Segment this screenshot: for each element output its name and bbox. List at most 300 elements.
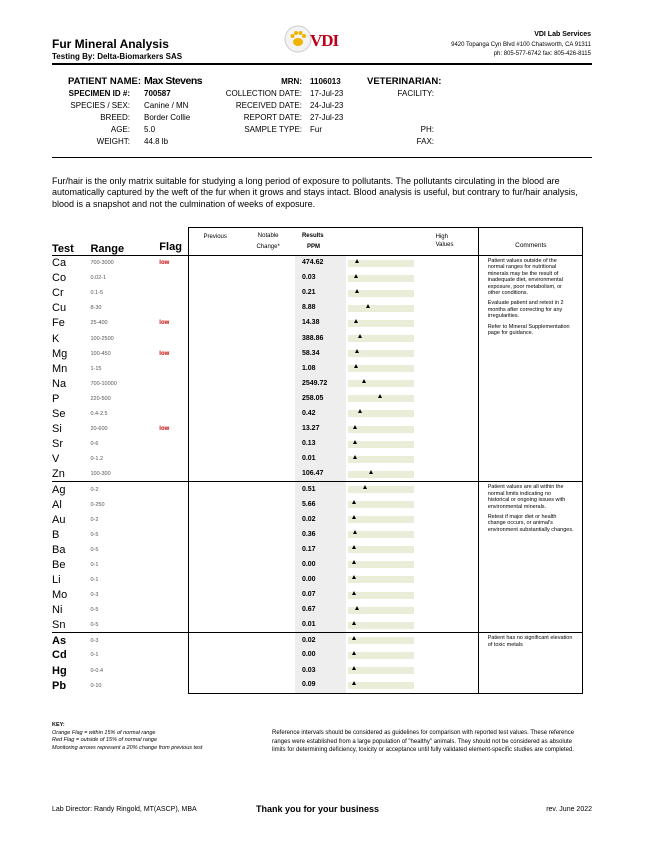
bar-track	[348, 652, 414, 659]
comments-nutritional	[478, 256, 582, 482]
test-symbol: Cd	[52, 649, 67, 662]
test-flag	[159, 331, 188, 346]
high-values-bar	[346, 346, 479, 361]
test-symbol: Sn	[52, 619, 66, 632]
high-values-bar	[346, 497, 479, 512]
high-values-bar	[346, 391, 479, 406]
triangle-marker-icon	[354, 319, 358, 323]
high-values-bar	[346, 663, 479, 678]
vdi-logo	[282, 22, 342, 56]
test-symbol: Ni	[52, 604, 63, 617]
collection-label: COLLECTION DATE:	[225, 89, 302, 98]
test-flag: low	[159, 256, 188, 271]
test-symbol: Hg	[52, 664, 67, 677]
specimen-label: SPECIMEN ID #:	[68, 89, 130, 98]
result-value: 13.27	[295, 422, 346, 437]
facility-label: FACILITY:	[397, 89, 434, 98]
bar-track	[348, 456, 414, 463]
bar-track	[348, 426, 414, 433]
test-symbol: Cu	[52, 302, 67, 315]
previous-value	[189, 346, 242, 361]
bar-track	[348, 576, 414, 583]
test-range: 25-400	[90, 320, 108, 327]
notable-change-header: Notable Change*	[241, 228, 295, 256]
sample-type: Fur	[310, 125, 322, 134]
previous-value	[189, 422, 242, 437]
received-date: 24-Jul-23	[310, 101, 344, 110]
revision: rev. June 2022	[546, 806, 592, 813]
triangle-marker-icon	[352, 500, 356, 504]
high-values-bar	[346, 316, 479, 331]
high-values-bar	[346, 422, 479, 437]
triangle-marker-icon	[352, 681, 356, 685]
notable-change	[241, 618, 295, 633]
test-symbol: V	[52, 453, 60, 466]
test-flag	[159, 271, 188, 286]
collection-date: 17-Jul-23	[310, 89, 344, 98]
triangle-marker-icon	[354, 274, 358, 278]
test-symbol: Zn	[52, 468, 65, 481]
logo-text: VDI	[310, 31, 339, 50]
mrn-label: MRN:	[281, 77, 302, 86]
bar-track	[348, 516, 414, 523]
test-flag	[159, 618, 188, 633]
result-value: 258.05	[295, 391, 346, 406]
report-title: Fur Mineral Analysis	[52, 37, 169, 51]
test-header: Test	[52, 243, 74, 255]
test-range: 700-10000	[90, 380, 117, 387]
notable-change	[241, 678, 295, 693]
test-range: 0-1	[90, 577, 99, 584]
result-value: 0.02	[295, 633, 346, 648]
test-flag	[159, 376, 188, 391]
test-symbol: As	[52, 633, 90, 648]
test-symbol: Se	[52, 407, 66, 420]
previous-value	[189, 301, 242, 316]
previous-value	[189, 678, 242, 693]
table-header	[52, 228, 583, 256]
notable-change	[241, 331, 295, 346]
test-flag	[159, 542, 188, 557]
high-values-bar	[346, 301, 479, 316]
test-range: 20-600	[90, 426, 108, 433]
previous-value	[189, 588, 242, 603]
test-symbol: Mn	[52, 362, 68, 375]
result-value: 0.17	[295, 542, 346, 557]
key-block	[52, 722, 202, 752]
test-range: 0-1	[90, 652, 99, 659]
test-range: 0-5	[90, 607, 99, 614]
notable-change	[241, 572, 295, 587]
test-symbol: Ag	[52, 482, 90, 497]
test-flag	[159, 663, 188, 678]
test-symbol: Si	[52, 423, 62, 436]
test-flag	[159, 572, 188, 587]
test-flag: low	[159, 426, 170, 433]
weight-label: WEIGHT:	[96, 137, 130, 146]
result-value: 0.00	[295, 557, 346, 572]
high-values-bar	[346, 618, 479, 633]
notable-change	[241, 376, 295, 391]
previous-value	[189, 376, 242, 391]
test-range: 0-3	[90, 633, 159, 648]
key-arrows: Monitoring arrows represent a 20% change from previous test	[52, 744, 203, 751]
triangle-marker-icon	[353, 440, 357, 444]
triangle-marker-icon	[352, 545, 356, 549]
triangle-marker-icon	[353, 455, 357, 459]
result-value: 0.01	[295, 452, 346, 467]
bar-track	[348, 471, 414, 478]
notable-change	[241, 663, 295, 678]
result-value: 0.67	[295, 603, 346, 618]
previous-value	[189, 663, 242, 678]
comment-paragraph: Retest if major diet or health change occurs, or animal's environment substantially changes.	[487, 514, 574, 533]
triangle-marker-icon	[353, 530, 357, 534]
lab-phone: ph: 805-577-6742 fax: 805-426-8115	[493, 51, 591, 57]
notable-change	[241, 497, 295, 512]
test-symbol: Co	[52, 272, 67, 285]
high-values-header: High Values	[346, 228, 479, 256]
result-value: 0.42	[295, 406, 346, 421]
high-values-bar	[346, 512, 479, 527]
triangle-marker-icon	[353, 425, 357, 429]
triangle-marker-icon	[352, 651, 356, 655]
sample-label: SAMPLE TYPE:	[244, 125, 302, 134]
result-value: 0.21	[295, 286, 346, 301]
result-value: 0.03	[295, 271, 346, 286]
key-orange: Orange Flag = within 15% of normal range	[52, 729, 156, 736]
specimen-id: 700587	[144, 89, 171, 98]
test-flag	[159, 603, 188, 618]
triangle-marker-icon	[355, 349, 359, 353]
intro-paragraph: Fur/hair is the only matrix suitable for studying a long period of exposure to pollutants. The pollutants circulating in the blood are automatically captured by the weft of the fur when it grows and stays intact. Blood analysis is useful, but contrary to fur/hair analysis, blood is a snapshot and not the culmination of weeks of exposure.	[52, 176, 578, 209]
thank-you: Thank you for your business	[256, 804, 380, 814]
previous-value	[189, 467, 242, 482]
triangle-marker-icon	[366, 304, 370, 308]
triangle-marker-icon	[363, 485, 367, 489]
high-values-bar	[346, 361, 479, 376]
species-sex: Canine / MN	[144, 101, 189, 110]
result-value: 388.86	[295, 331, 346, 346]
result-value: 1.08	[295, 361, 346, 376]
previous-value	[189, 361, 242, 376]
bar-track	[348, 637, 414, 644]
key-red: Red Flag = outside of 15% of normal range	[52, 737, 158, 743]
table-row	[52, 482, 583, 497]
test-range: 0-1.2	[90, 456, 104, 463]
test-range: 8-30	[90, 305, 102, 312]
notable-change	[241, 482, 295, 497]
high-values-bar	[346, 437, 479, 452]
previous-value	[189, 437, 242, 452]
notable-change	[241, 422, 295, 437]
high-values-bar	[346, 452, 479, 467]
test-flag	[159, 633, 188, 648]
test-range: 0-250	[90, 501, 105, 508]
lab-director: Lab Director: Randy Ringold, MT(ASCP), MBA	[52, 806, 197, 813]
triangle-marker-icon	[358, 334, 362, 338]
test-symbol: Pb	[52, 679, 67, 692]
test-flag	[159, 588, 188, 603]
test-symbol: Mo	[52, 589, 68, 602]
previous-value	[189, 557, 242, 572]
previous-value	[189, 542, 242, 557]
test-range: 0-5	[90, 546, 99, 553]
high-values-bar	[346, 648, 479, 663]
test-symbol: Be	[52, 558, 66, 571]
triangle-marker-icon	[352, 575, 356, 579]
high-values-bar	[346, 331, 479, 346]
result-value: 0.07	[295, 588, 346, 603]
test-range: 0.02-1	[90, 275, 107, 282]
bar-track	[348, 486, 414, 493]
comments-header: Comments	[478, 228, 582, 256]
notable-change	[241, 527, 295, 542]
test-flag	[159, 301, 188, 316]
test-flag	[159, 648, 188, 663]
test-range: 0.1-5	[90, 290, 104, 297]
test-symbol: Al	[52, 498, 62, 511]
breed-label: BREED:	[100, 113, 130, 122]
notable-change	[241, 256, 295, 271]
high-values-bar	[346, 557, 479, 572]
comment-paragraph: Evaluate patient and retest in 2 months after correcting for any irregularities.	[487, 300, 564, 320]
triangle-marker-icon	[358, 409, 362, 413]
notable-change	[241, 316, 295, 331]
bar-track	[348, 305, 414, 312]
test-range: 0-10	[90, 682, 102, 689]
test-range: 0-3	[90, 592, 99, 599]
high-values-bar	[346, 256, 479, 271]
previous-value	[189, 633, 242, 648]
report-label: REPORT DATE:	[243, 113, 302, 122]
previous-value	[189, 527, 242, 542]
previous-value	[189, 482, 242, 497]
key-title: KEY:	[52, 722, 65, 728]
test-symbol: Fe	[52, 317, 65, 330]
previous-value	[189, 618, 242, 633]
table-row	[52, 256, 583, 271]
test-symbol: Ba	[52, 543, 66, 556]
high-values-bar	[346, 527, 479, 542]
test-range: 100-2500	[90, 335, 114, 342]
test-flag: low	[159, 320, 170, 327]
test-symbol: Cr	[52, 287, 64, 300]
previous-value	[189, 316, 242, 331]
range-header: Range	[90, 243, 125, 255]
result-value: 8.88	[295, 301, 346, 316]
table-row	[52, 633, 583, 648]
high-values-bar	[346, 482, 479, 497]
result-value: 5.66	[295, 497, 346, 512]
bar-track	[348, 501, 414, 508]
previous-value	[189, 286, 242, 301]
test-symbol: Mg	[52, 347, 68, 360]
age: 5.0	[144, 125, 156, 134]
vet-label: VETERINARIAN:	[367, 76, 442, 87]
test-flag	[159, 527, 188, 542]
previous-value	[189, 256, 242, 271]
test-range: 0-0.4	[90, 667, 104, 674]
high-values-bar	[346, 376, 479, 391]
comment-paragraph: Patient has no significant elevation of toxic metals	[487, 635, 573, 648]
bar-track	[348, 592, 414, 599]
fax-label: FAX:	[416, 137, 434, 146]
test-range: 0-1	[90, 561, 99, 568]
test-flag	[159, 437, 188, 452]
lab-address: 9420 Topanga Cyn Blvd #100 Chatsworth, CA 91311	[451, 42, 591, 48]
species-label: SPECIES / SEX:	[70, 101, 130, 110]
test-flag	[159, 678, 188, 693]
bar-track	[348, 561, 414, 568]
notable-change	[241, 391, 295, 406]
test-range: 0-5	[90, 531, 99, 538]
notable-change	[241, 406, 295, 421]
previous-value	[189, 331, 242, 346]
results-table	[52, 227, 583, 694]
test-range: 1-15	[90, 365, 102, 372]
test-range: 0-2	[90, 516, 99, 523]
bar-track	[348, 531, 414, 538]
test-flag	[159, 482, 188, 497]
test-flag	[159, 361, 188, 376]
test-flag	[159, 467, 188, 482]
patient-rule	[52, 157, 592, 158]
result-value: 0.09	[295, 678, 346, 693]
notable-change	[241, 361, 295, 376]
result-value: 0.01	[295, 618, 346, 633]
test-symbol: Sr	[52, 438, 63, 451]
notable-change	[241, 286, 295, 301]
test-range: 0-6	[90, 441, 99, 448]
reference-note: Reference intervals should be considered as guidelines for comparison with reported test values. These reference ranges were established from a large population of "healthy" animals. They should not be considered as absolute limits for determining deficiency, toxicity or acceptance until fully validated element-specific studies are completed.	[272, 730, 575, 753]
test-range: 0-2	[90, 482, 159, 497]
result-value: 0.36	[295, 527, 346, 542]
test-flag	[159, 286, 188, 301]
bar-track	[348, 380, 414, 387]
test-symbol: P	[52, 392, 60, 405]
test-flag	[159, 512, 188, 527]
previous-header: Previous	[189, 228, 242, 256]
test-flag	[159, 406, 188, 421]
test-flag	[159, 557, 188, 572]
previous-value	[189, 512, 242, 527]
triangle-marker-icon	[355, 289, 359, 293]
triangle-marker-icon	[352, 621, 356, 625]
comments-environmental	[478, 482, 582, 633]
result-value: 0.00	[295, 648, 346, 663]
bar-track	[348, 667, 414, 674]
test-symbol: Au	[52, 513, 66, 526]
age-label: AGE:	[110, 125, 130, 134]
high-values-bar	[346, 286, 479, 301]
notable-change	[241, 633, 295, 648]
previous-value	[189, 391, 242, 406]
patient-name: Max Stevens	[144, 75, 203, 87]
previous-value	[189, 603, 242, 618]
result-value: 474.62	[295, 256, 346, 271]
notable-change	[241, 467, 295, 482]
result-value: 0.13	[295, 437, 346, 452]
previous-value	[189, 497, 242, 512]
test-symbol: B	[52, 528, 60, 541]
notable-change	[241, 648, 295, 663]
notable-change	[241, 437, 295, 452]
notable-change	[241, 603, 295, 618]
result-value: 0.00	[295, 572, 346, 587]
triangle-marker-icon	[352, 591, 356, 595]
test-symbol: Ca	[52, 256, 90, 271]
high-values-bar	[346, 588, 479, 603]
comment-paragraph: Patient values outside of the normal ranges for nutritional minerals may be the result of inadequate diet, environmental exposure, poor metabolism, or other conditions.	[487, 258, 563, 297]
high-values-bar	[346, 572, 479, 587]
result-value: 58.34	[295, 346, 346, 361]
test-symbol: K	[52, 332, 60, 345]
notable-change	[241, 452, 295, 467]
lab-name: VDI Lab Services	[534, 31, 591, 38]
previous-value	[189, 406, 242, 421]
test-flag	[159, 391, 188, 406]
test-range: 100-450	[90, 350, 111, 357]
test-flag: low	[159, 350, 170, 357]
triangle-marker-icon	[355, 259, 359, 263]
previous-value	[189, 271, 242, 286]
previous-value	[189, 452, 242, 467]
result-value: 106.47	[295, 467, 346, 482]
test-flag	[159, 497, 188, 512]
triangle-marker-icon	[355, 606, 359, 610]
high-values-bar	[346, 603, 479, 618]
triangle-marker-icon	[352, 560, 356, 564]
triangle-marker-icon	[352, 515, 356, 519]
high-values-bar	[346, 678, 479, 693]
comment-paragraph: Patient values are all within the normal limits indicating no historical or ongoing issues with environmental minerals.	[487, 484, 566, 510]
test-range: 700-3000	[90, 256, 159, 271]
bar-track	[348, 682, 414, 689]
triangle-marker-icon	[378, 394, 382, 398]
triangle-marker-icon	[354, 364, 358, 368]
notable-change	[241, 512, 295, 527]
triangle-marker-icon	[352, 666, 356, 670]
result-value: 0.03	[295, 663, 346, 678]
test-range: 100-300	[90, 471, 111, 478]
results-header: Results PPM	[295, 228, 346, 256]
notable-change	[241, 542, 295, 557]
patient-name-label: PATIENT NAME:	[68, 76, 142, 87]
result-value: 0.02	[295, 512, 346, 527]
triangle-marker-icon	[352, 636, 356, 640]
bar-track	[348, 546, 414, 553]
triangle-marker-icon	[369, 470, 373, 474]
mrn: 1106013	[310, 77, 341, 86]
header-rule	[52, 63, 592, 65]
test-symbol: Li	[52, 574, 61, 587]
notable-change	[241, 271, 295, 286]
test-flag	[159, 452, 188, 467]
high-values-bar	[346, 542, 479, 557]
notable-change	[241, 301, 295, 316]
result-value: 0.51	[295, 482, 346, 497]
test-range: 0.4-2.5	[90, 410, 108, 417]
report-date: 27-Jul-23	[310, 113, 344, 122]
testing-by: Testing By: Delta-Biomarkers SAS	[52, 52, 183, 61]
high-values-bar	[346, 271, 479, 286]
test-symbol: Na	[52, 377, 67, 390]
weight: 44.8 lb	[144, 137, 169, 146]
notable-change	[241, 588, 295, 603]
bar-track	[348, 622, 414, 629]
result-value: 2549.72	[295, 376, 346, 391]
